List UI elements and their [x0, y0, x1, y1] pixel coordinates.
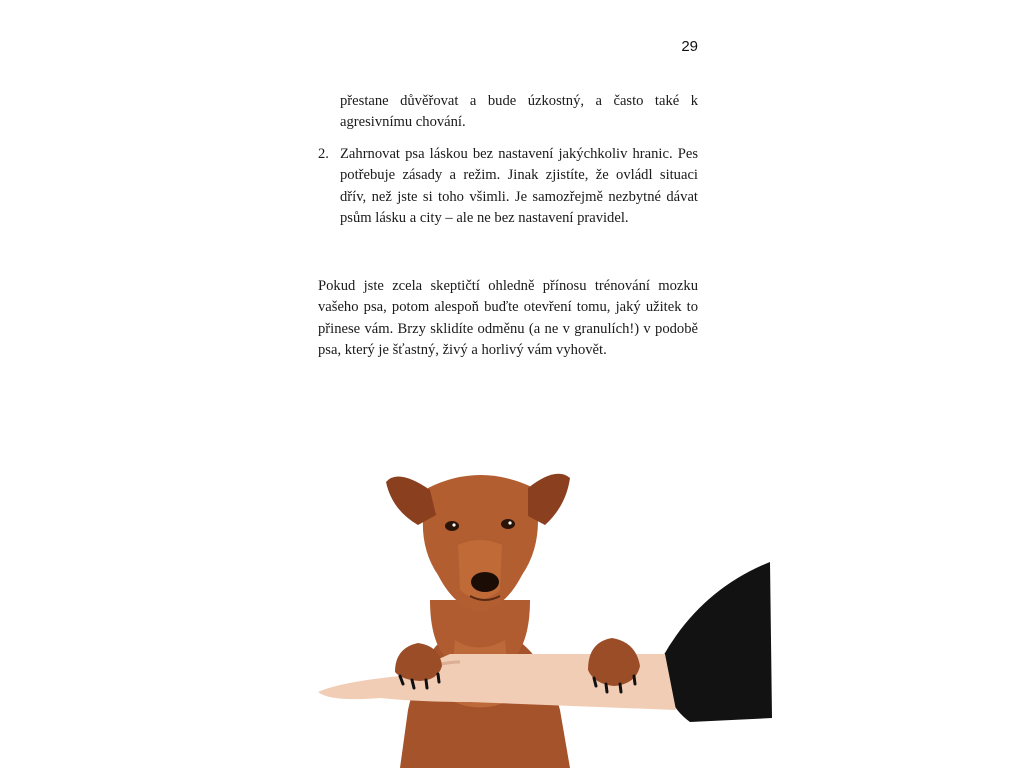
dog-illustration: [386, 474, 570, 768]
page-number: 29: [681, 38, 698, 55]
numbered-list: [318, 144, 698, 229]
closing-paragraph: Pokud jste zcela skeptičtí ohledně přínosu trénování mozku vašeho psa, potom alespoň buďte otevření tomu, jaký užitek to přinese vám. Brzy sklidíte odměnu (a ne v granulích!) v podobě psa, který je šťastný, živý a horlivý vám vyhovět.: [318, 278, 698, 358]
human-arm: [318, 562, 772, 722]
list-item-text: Zahrnovat psa láskou bez nastavení jakýchkoliv hranic. Pes potřebuje zásady a režim. Jinak zjistíte, že ovládl situaci dřív, než jste si toho všimli. Je samozřejmě nezbytné dávat psům lásku a city – ale ne bez nastavení pravidel.: [340, 146, 698, 226]
list-item: [318, 144, 698, 229]
list-item-number: 2.: [318, 146, 329, 162]
dog-photo: [0, 440, 1024, 768]
continued-paragraph: přestane důvěřovat a bude úzkostný, a často také k agresivnímu chování.: [340, 93, 698, 131]
